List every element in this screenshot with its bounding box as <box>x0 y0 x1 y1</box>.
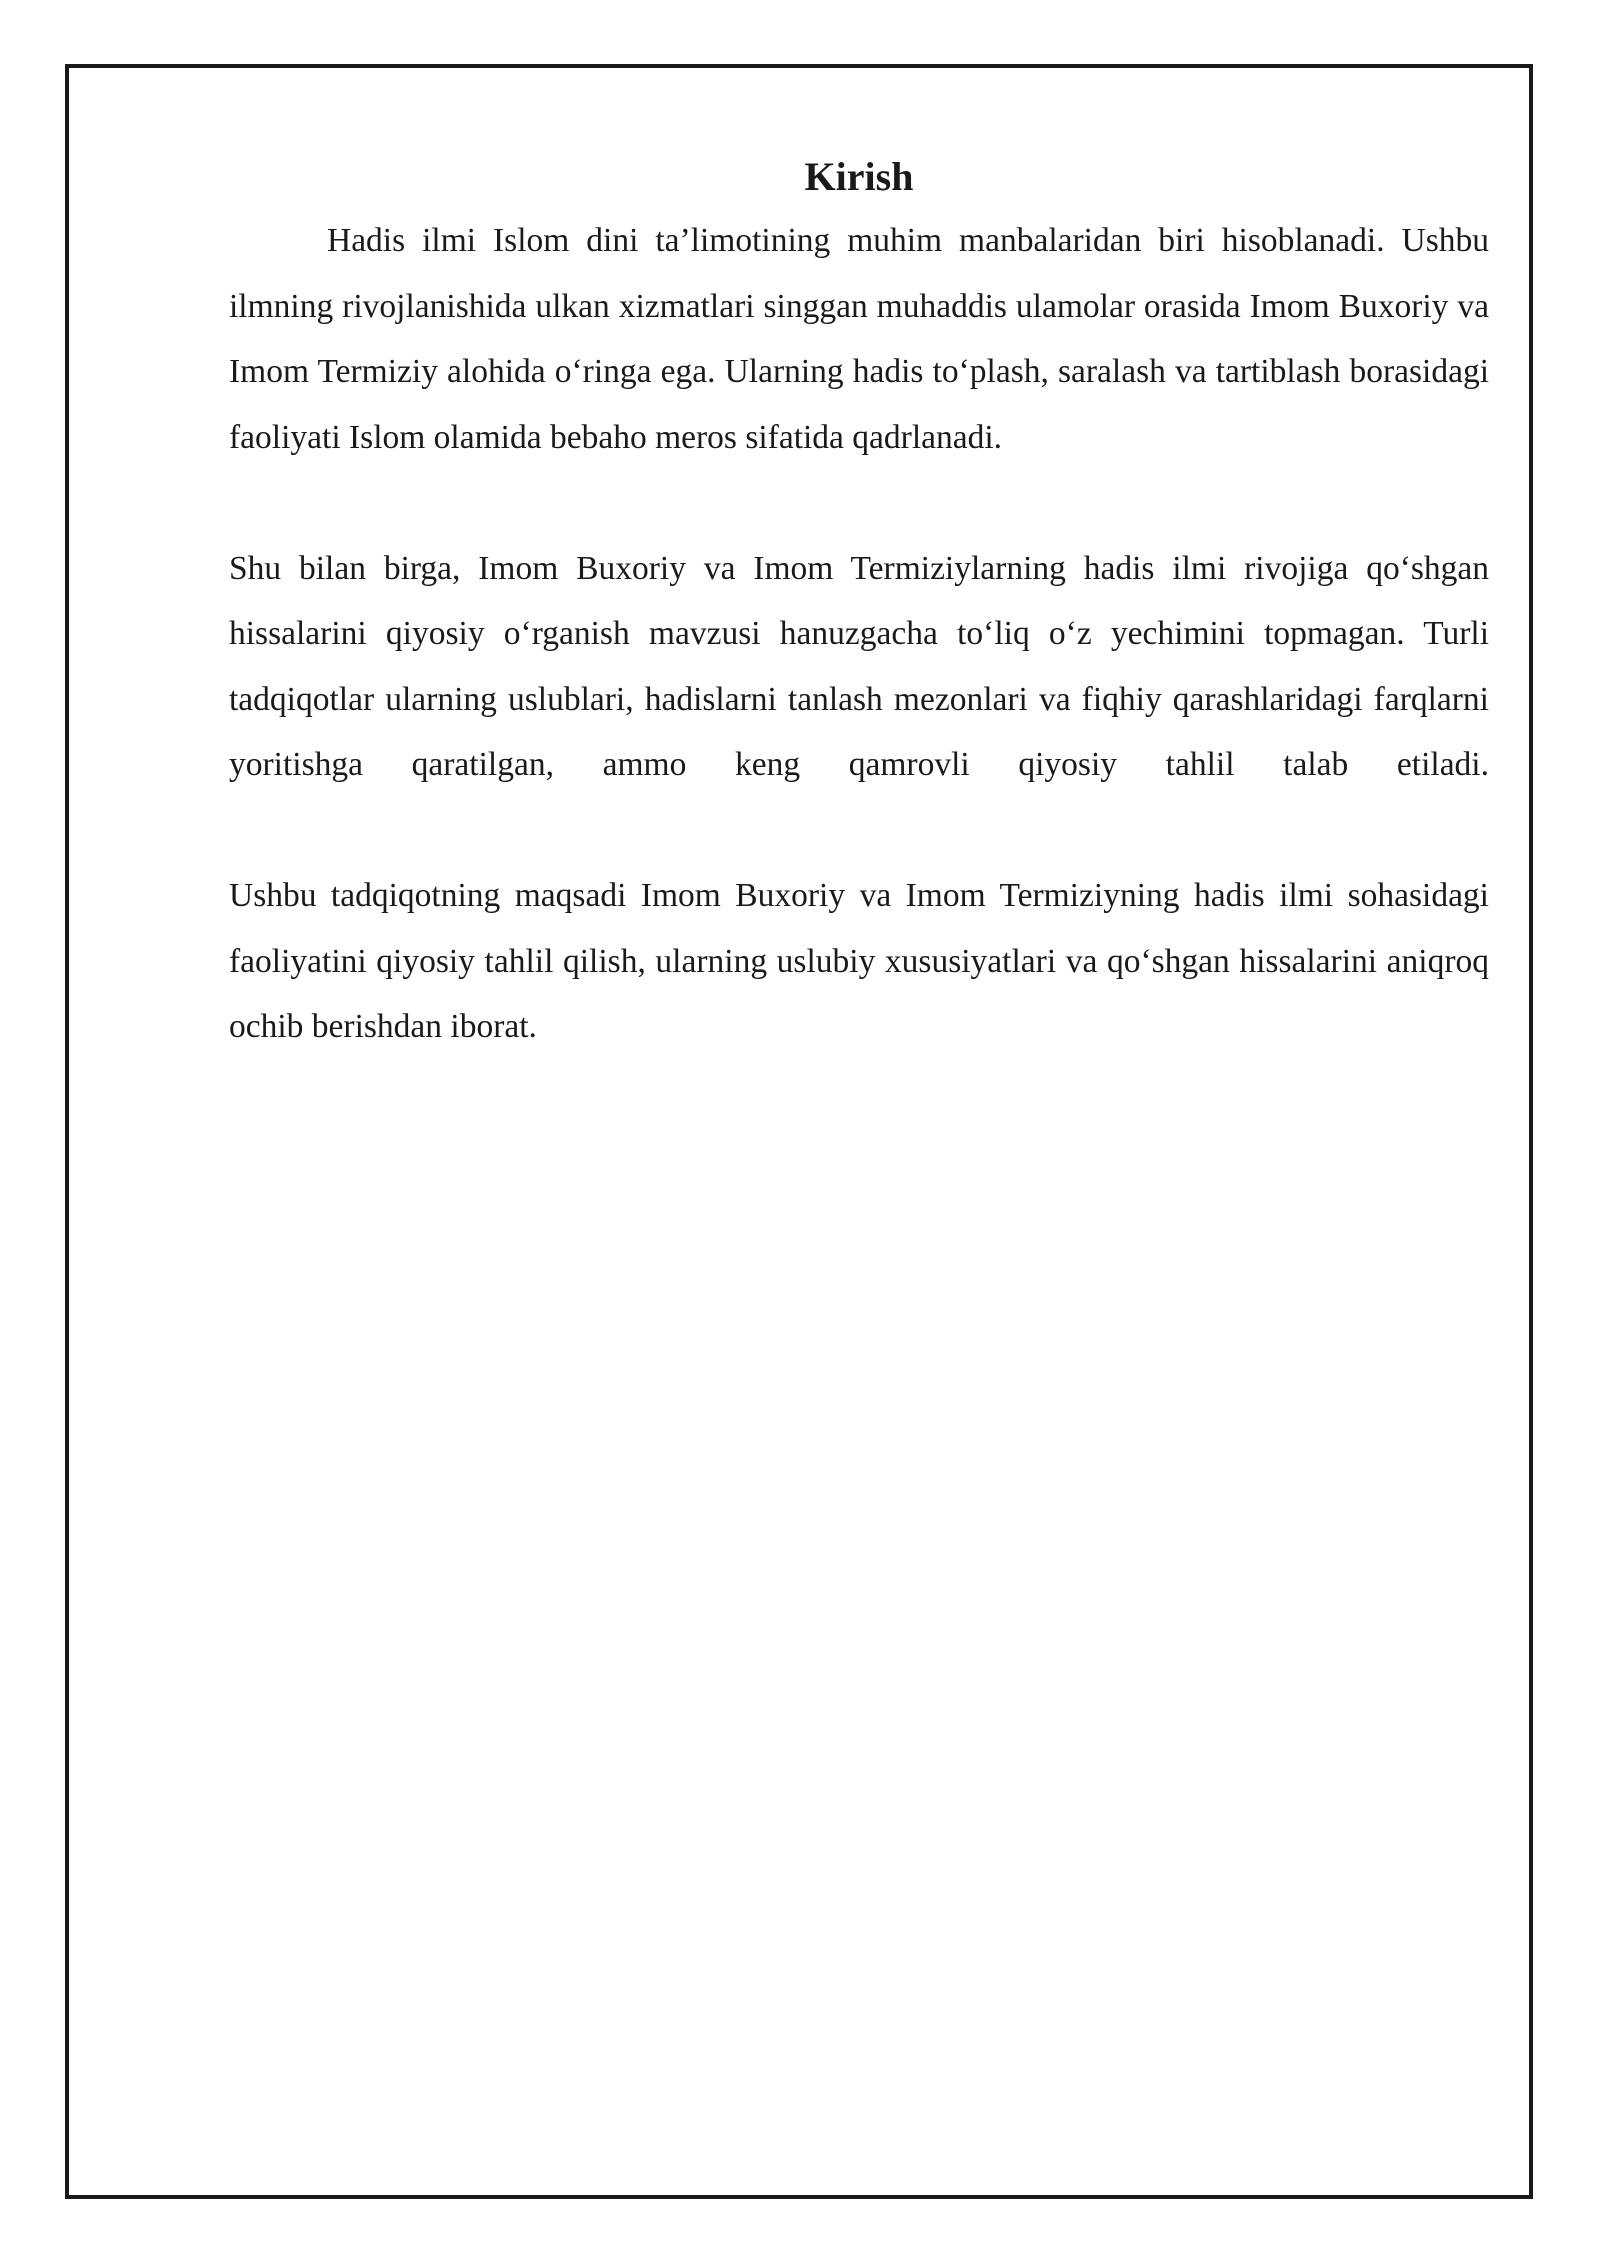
paragraph-problem: Shu bilan birga, Imom Buxoriy va Imom Termiziylarning hadis ilmi rivojiga qo‘shgan hissalarini qiyosiy o‘rganish mavzusi hanuzgacha to‘liq o‘z yechimini topmagan. Turli tadqiqotlar ularning uslublari, hadislarni tanlash mezonlari va fiqhiy qarashlaridagi farqlarni yoritishga qaratilgan, ammo keng qamrovli qiyosiy tahlil talab etiladi. <box>229 549 1489 783</box>
paragraph-intro: Hadis ilmi Islom dini ta’limotining muhim manbalaridan biri hisoblanadi. Ushbu ilmning rivojlanishida ulkan xizmatlari singgan muhaddis ulamolar orasida Imom Buxoriy va Imom Termiziy alohida o‘ringa ega. Ularning hadis to‘plash, saralash va tartiblash borasidagi faoliyati Islom olamida bebaho meros sifatida qadrlanadi. <box>229 222 1489 456</box>
document-body <box>229 148 1489 1060</box>
paragraph-spacer <box>229 798 1489 864</box>
paragraph-aim: Ushbu tadqiqotning maqsadi Imom Buxoriy va Imom Termiziyning hadis ilmi sohasidagi faoliyatini qiyosiy tahlil qilish, ularning uslubiy xususiyatlari va qo‘shgan hissalarini aniqroq ochib berishdan iborat. <box>229 877 1489 1045</box>
paragraph-spacer <box>229 470 1489 536</box>
section-title: Kirish <box>804 154 914 199</box>
